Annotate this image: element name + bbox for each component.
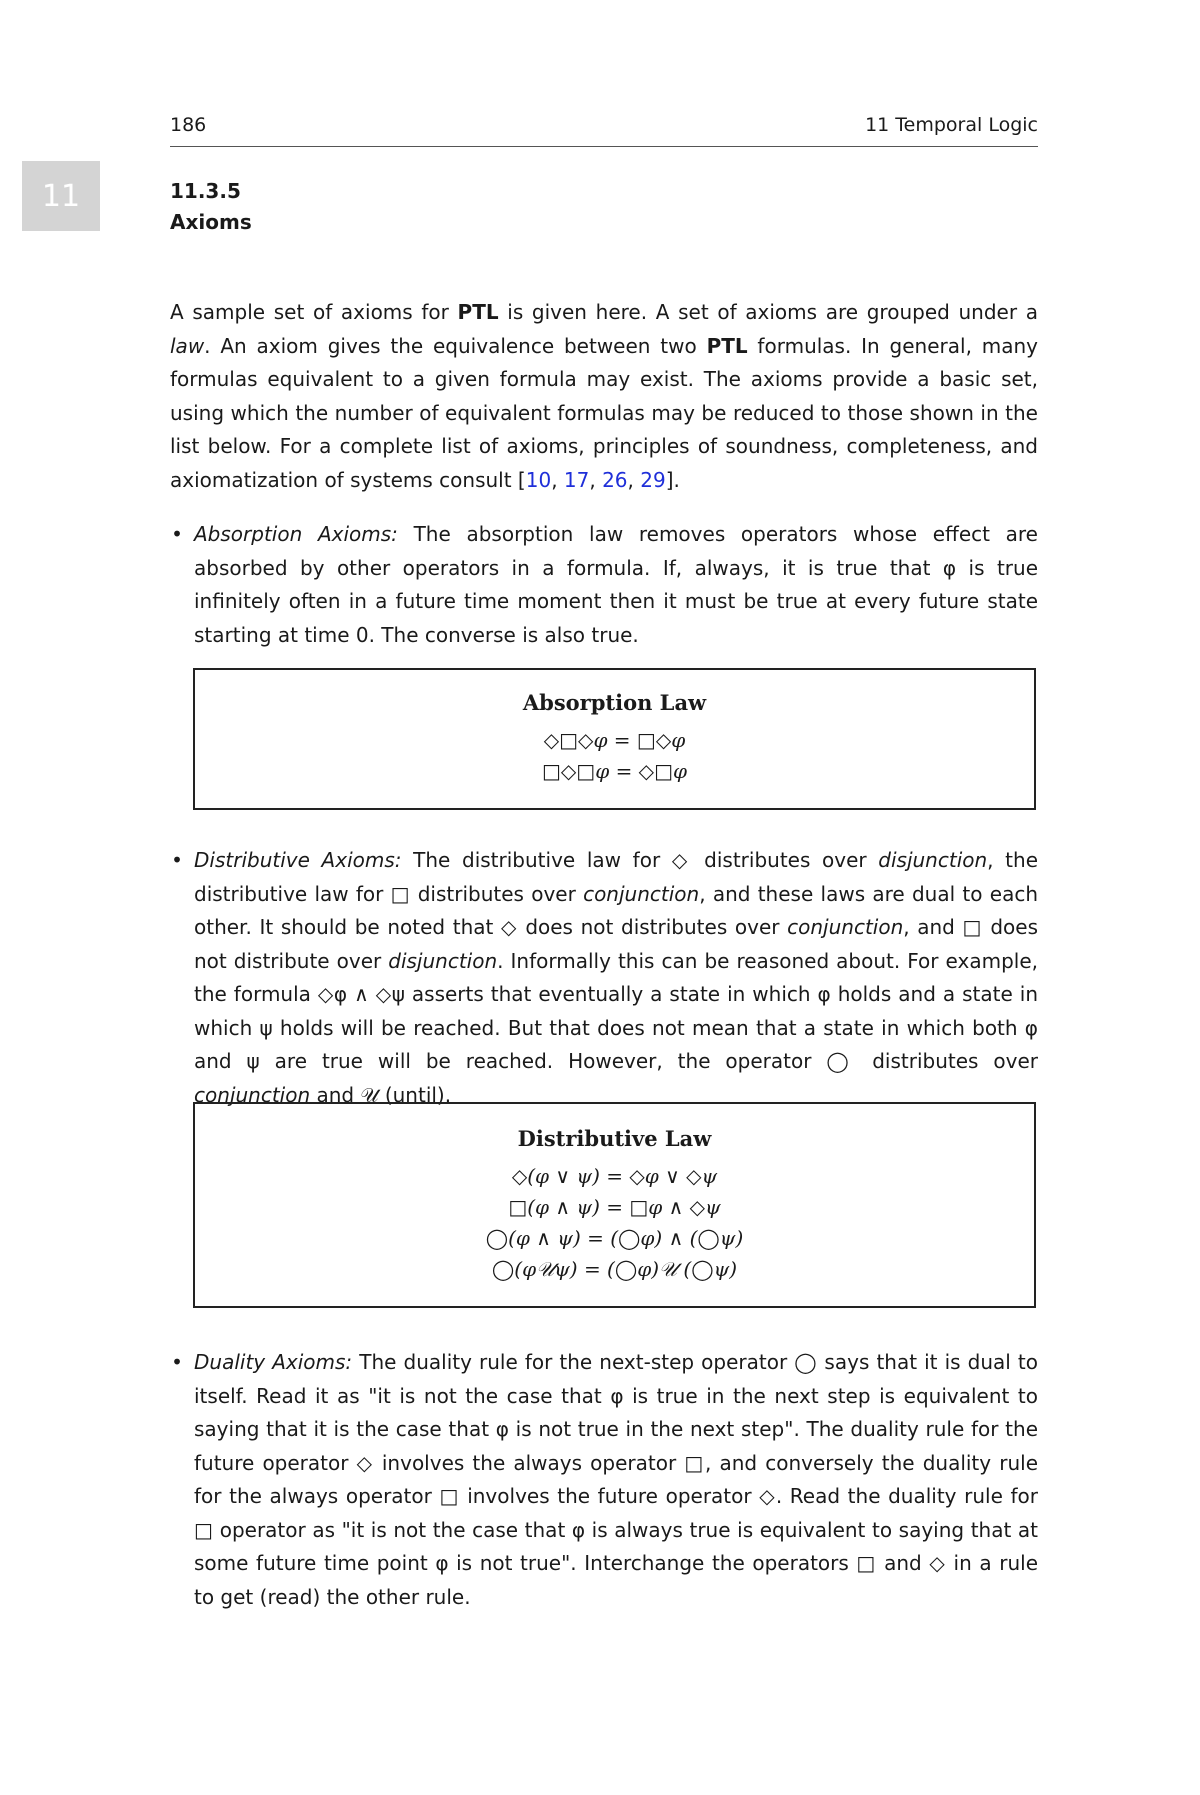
equation: □(φ ∧ ψ) = □φ ∧ ◇ψ: [508, 1195, 721, 1219]
bullet-icon: •: [171, 1350, 183, 1374]
bullet-title: Duality Axioms:: [194, 1350, 353, 1374]
section-title: Axioms: [170, 210, 252, 234]
bullet-icon: •: [171, 522, 183, 546]
running-title: 11 Temporal Logic: [865, 114, 1038, 136]
equation: ◇□◇φ = □◇φ: [543, 728, 686, 752]
absorption-law-box: [193, 668, 1036, 810]
citation-link[interactable]: 10: [525, 467, 552, 492]
chapter-tab: 11: [22, 161, 100, 231]
absorption-bullet: • Absorption Axioms: The absorption law removes operators whose effect are absorbed by other operators in a formula. If, always, it is true that φ is true infinitely often in a future time moment then it must be true at every future state starting at time 0. The converse is also true.: [170, 518, 1038, 652]
duality-bullet: • Duality Axioms: The duality rule for the next-step operator ◯ says that it is dual to itself. Read it as "it is not the case that φ is true in the next step is equivalent to saying that it is the case that φ is not true in the next step". The duality rule for the future operator ◇ involves the always operator □, and conversely the duality rule for the always operator □ involves the future operator ◇. Read the duality rule for □ operator as "it is not the case that φ is always true is equivalent to saying that at some future time point φ is not true". Interchange the operators □ and ◇ in a rule to get (read) the other rule.: [170, 1346, 1038, 1614]
citation-link[interactable]: 29: [640, 467, 666, 492]
distributive-law-box: [193, 1102, 1036, 1308]
bullet-title: Distributive Axioms:: [194, 848, 402, 872]
intro-paragraph: A sample set of axioms for PTL is given here. A set of axioms are grouped under a law. An axiom gives the equivalence between two PTL formulas. In general, many formulas equivalent to a given formula may exist. The axioms provide a basic set, using which the number of equivalent formulas may be reduced to those shown in the list below. For a complete list of axioms, principles of soundness, completeness, and axiomatization of systems consult [10, 17, 26, 29].: [170, 300, 1038, 492]
equation: ◯(φ ∧ ψ) = (◯φ) ∧ (◯ψ): [485, 1226, 744, 1250]
distributive-bullet: • Distributive Axioms: The distributive law for ◇ distributes over disjunction, the distributive law for □ distributes over conjunction, and these laws are dual to each other. It should be noted that ◇ does not distributes over conjunction, and □ does not distribute over disjunction. Informally this can be reasoned about. For example, the formula ◇φ ∧ ◇ψ asserts that eventually a state in which φ holds and a state in which ψ holds will be reached. But that does not mean that a state in which both φ and ψ are true will be reached. However, the operator ◯ distributes over conjunction and 𝒰 (until).: [170, 844, 1038, 1112]
section-heading: [170, 176, 252, 238]
citation-link[interactable]: 17: [563, 467, 590, 492]
section-number: 11.3.5: [170, 179, 241, 203]
box-heading: Absorption Law: [522, 690, 707, 715]
page-number: 186: [170, 114, 207, 136]
equation: □◇□φ = ◇□φ: [542, 759, 687, 783]
bullet-title: Absorption Axioms:: [194, 522, 398, 546]
equation: ◯(φ𝒰ψ) = (◯φ)𝒰 (◯ψ): [491, 1257, 738, 1281]
equation: ◇(φ ∨ ψ) = ◇φ ∨ ◇ψ: [511, 1164, 718, 1188]
running-header: [170, 110, 1038, 147]
bullet-icon: •: [171, 848, 183, 872]
box-heading: Distributive Law: [517, 1126, 712, 1151]
citation-link[interactable]: 26: [602, 467, 628, 492]
